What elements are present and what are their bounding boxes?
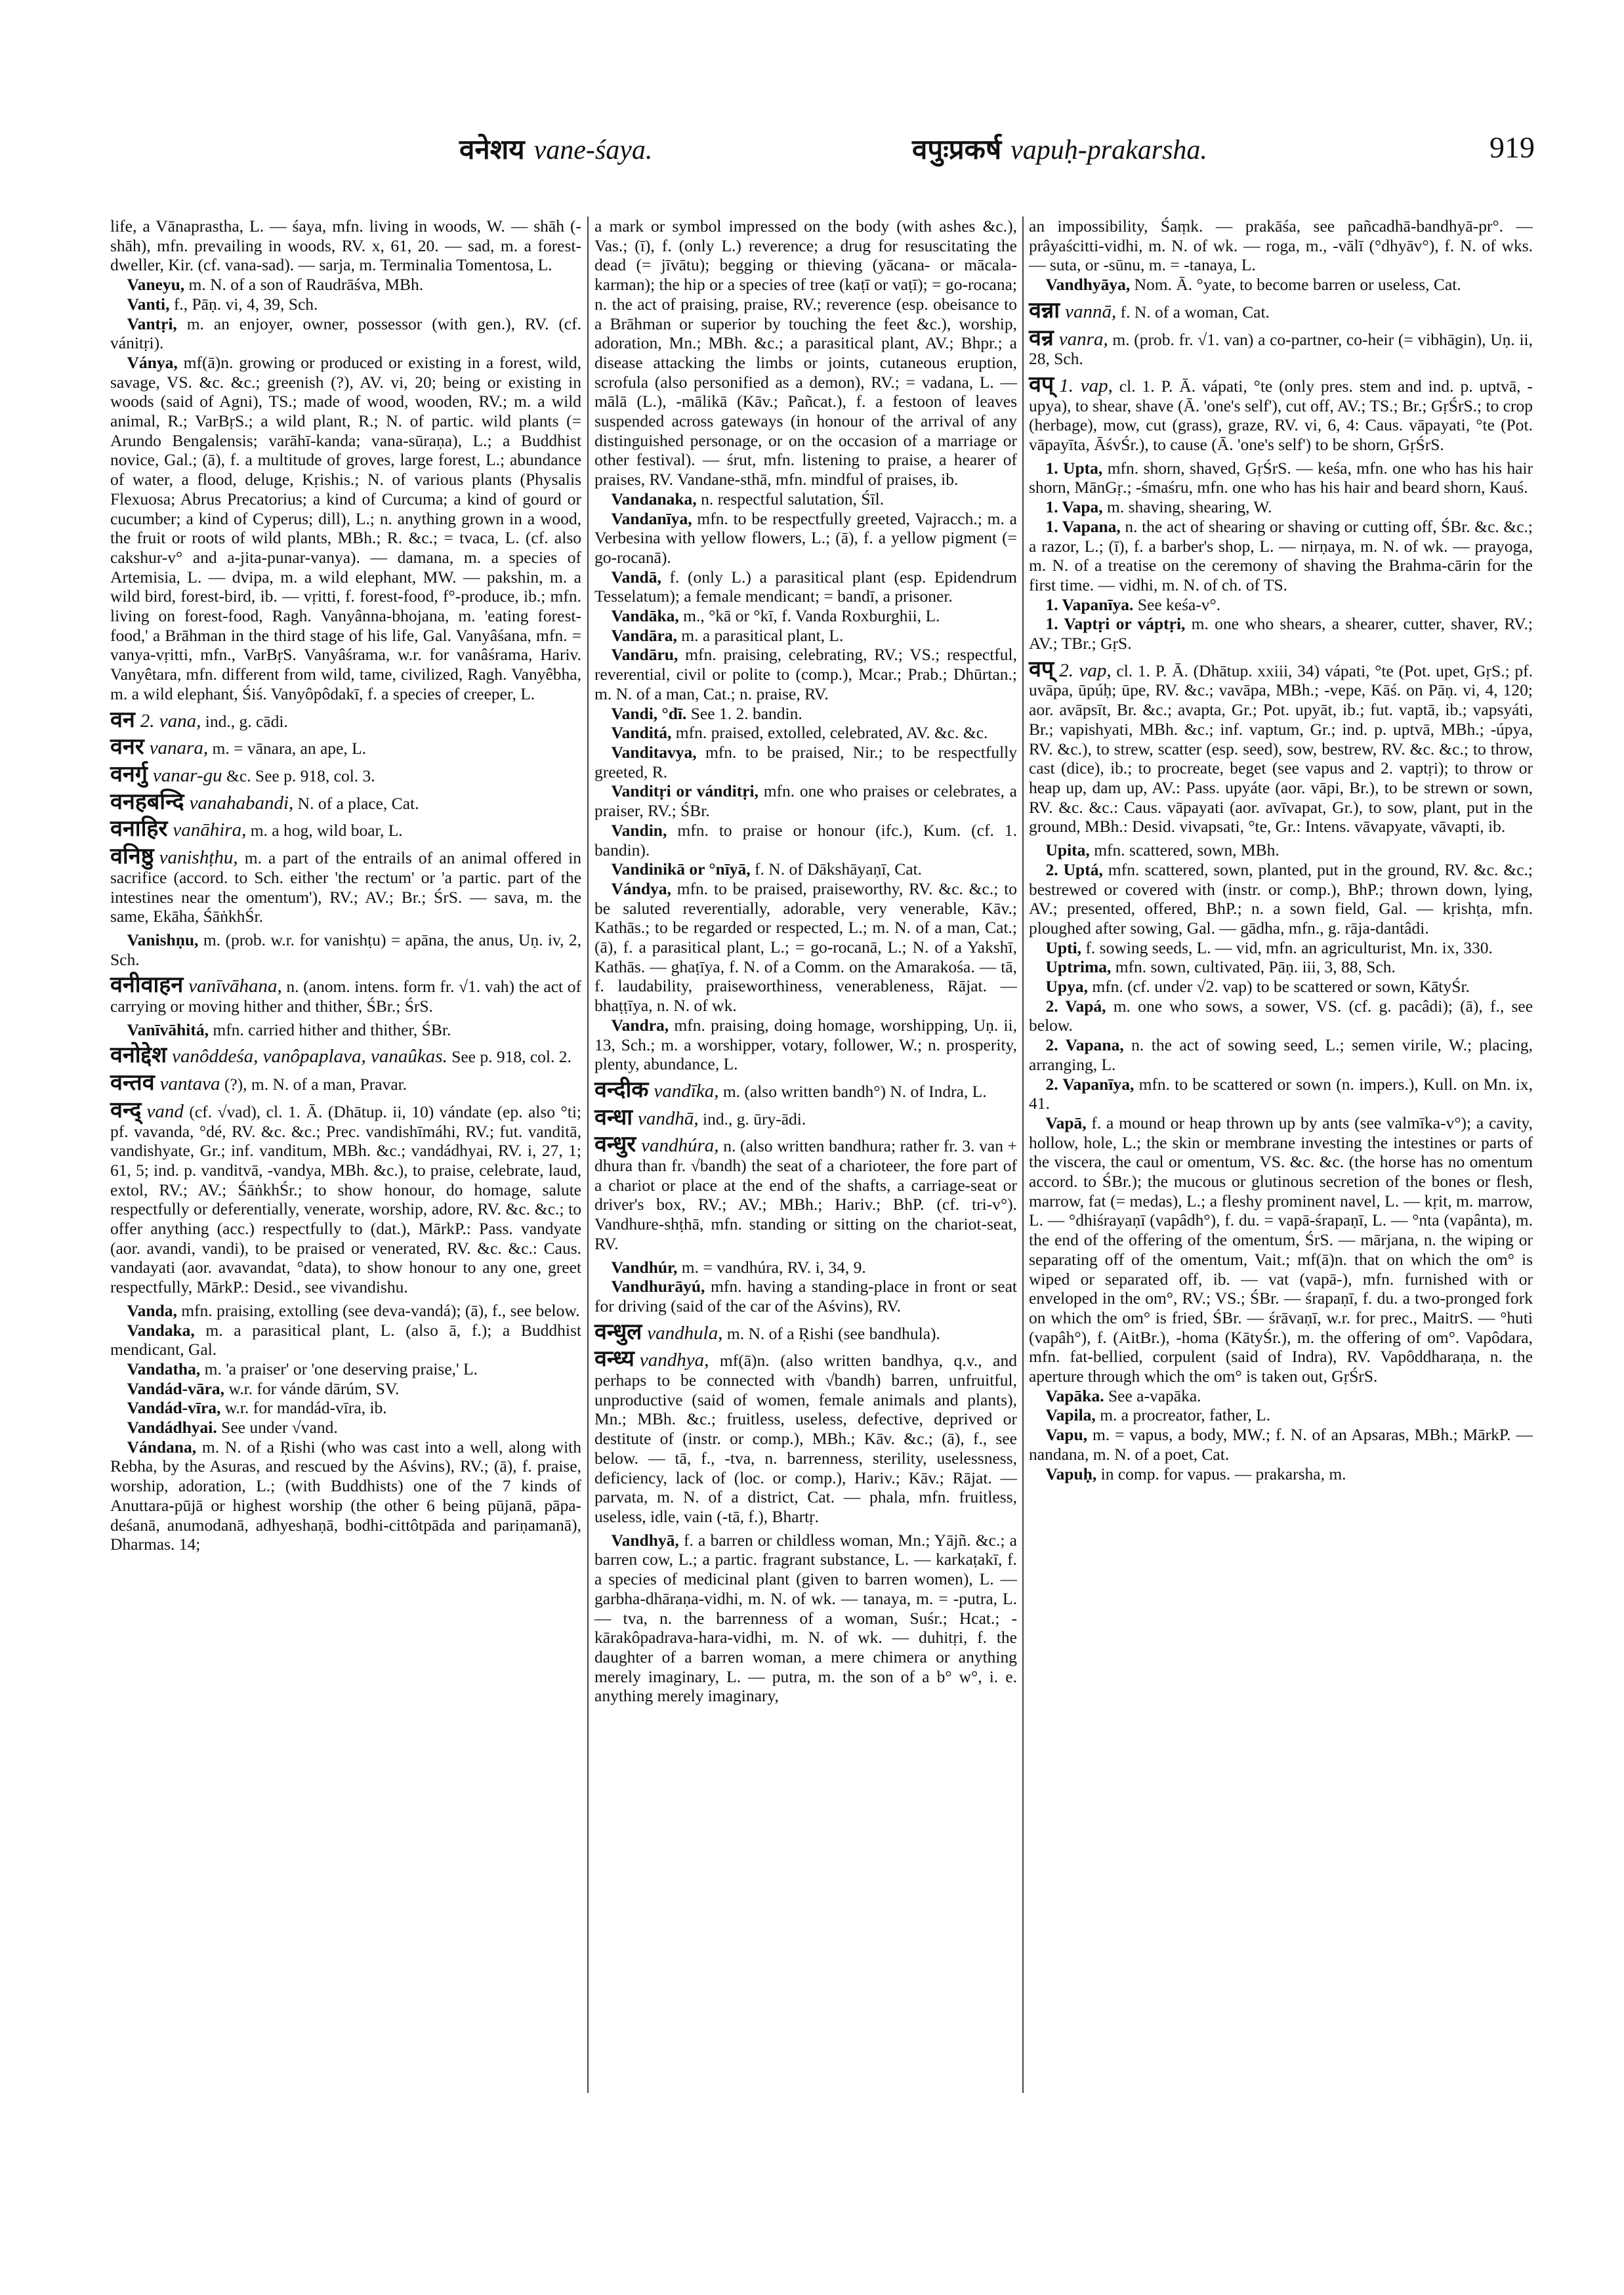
entry-headword: Vandatha, — [127, 1359, 201, 1378]
entry-headword: Vándya, — [611, 879, 671, 898]
entry-definition: (?), m. N. of a man, Pravar. — [220, 1075, 407, 1094]
dictionary-entry — [594, 1531, 1017, 1706]
entry-definition: m. = vānara, an ape, L. — [208, 739, 367, 758]
dictionary-entry — [594, 1105, 1017, 1130]
entry-headword: vanāhira, — [173, 819, 247, 841]
entry-devanagari: वप् — [1029, 372, 1054, 397]
running-head-left-devanagari: वनेशय — [459, 135, 525, 165]
entry-definition: See under √vand. — [217, 1418, 338, 1437]
dictionary-entry — [110, 707, 581, 732]
entry-headword: vand — [146, 1100, 184, 1122]
entry-headword: Vandhyāya, — [1045, 275, 1131, 295]
entry-headword: Vandhyā, — [611, 1530, 679, 1550]
dictionary-entry — [594, 723, 1017, 743]
dictionary-column-1 — [110, 217, 581, 1554]
dictionary-entry — [110, 1437, 581, 1554]
running-head-left-transliteration: vane-śaya. — [533, 135, 653, 165]
entry-headword: vannā, — [1065, 300, 1117, 322]
entry-headword: vandhā, — [638, 1107, 699, 1129]
entry-headword: Vapā, — [1045, 1113, 1087, 1132]
entry-definition: ind., g. cādi. — [201, 711, 288, 731]
dictionary-entry — [110, 1073, 581, 1094]
entry-definition: mf(ā)n. growing or produced or existing in a forest, wild, savage, VS. &c. &c.; greenish (?), AV. vi, 20; being or existing in woods (said of Agni), TS.; made of wood, wooden, RV.; m. a wild animal, R.; VarBṛS.; a wild plant, R.; N. of partic. wild plants (= Arundo Bengalensis; varāhī-kanda; vana-sūraṇa), L.; a Buddhist novice, Gal.; (ā), f. a multitude of groves, large forest, L.; abundance of water, a flood, deluge, Kṛishis.; N. of various plants (Physalis Flexuosa; Abrus Precatorius; a kind of Curcuma; a kind of gourd or cucumber; a kind of Cyperus; dill), L.; n. anything grown in a wood, the fruit or roots of wild plants, MBh.; R. &c.; = tvaca, L. (cf. also cakshur-v° and a-jita-punar-vanya). — damana, m. a species of Artemisia, L. — dvipa, m. a wild elephant, MW. — pakshin, m. a wild bird, forest-bird, ib. — vṛitti, f. forest-food, f°-produce, ib.; mfn. living on forest-food, Ragh. Vanyânna-bhojana, m. 'eating forest-food,' a Brāhman in the third stage of his life, Gal. Vanyâśana, mfn. = vanya-vṛitti, mfn., VarBṛS. Vanyâśrama, w.r. for vanâśrama, Hariv. Vanyêtara, mfn. different from wild, tame, civilized, Ragh. Vanyêbha, m. a wild elephant, Śiś. Vanyôpôdakī, f. a species of creeper, L. — [110, 352, 581, 703]
dictionary-entry — [1029, 840, 1533, 860]
entry-definition: in comp. for vapus. — prakarsha, m. — [1096, 1464, 1346, 1483]
dictionary-entry — [594, 1277, 1017, 1315]
dictionary-entry — [110, 930, 581, 969]
entry-headword: Vandád-vīra, — [127, 1398, 221, 1418]
entry-headword: Vanditṛi or vánditṛi, — [611, 781, 759, 801]
entry-headword: Vandāra, — [611, 625, 677, 645]
page-number: 919 — [1489, 131, 1535, 164]
dictionary-entry — [110, 275, 581, 295]
entry-devanagari: वन्र — [1029, 325, 1054, 350]
entry-definition: mfn. sown, cultivated, Pāṇ. iii, 3, 88, Sch. — [1111, 957, 1396, 977]
entry-definition: m. = vandhúra, RV. i, 34, 9. — [677, 1257, 866, 1277]
entry-headword: Upya, — [1045, 977, 1088, 997]
entry-headword: 2. Vapá, — [1045, 996, 1106, 1016]
entry-definition: m. one who sows, a sower, VS. (cf. g. pacâdi); (ā), f., see below. — [1029, 996, 1533, 1035]
dictionary-entry — [594, 626, 1017, 646]
entry-headword: Vándana, — [127, 1437, 197, 1457]
entry-definition: mfn. praising, doing homage, worshipping, Uṇ. ii, 13, Sch.; m. a worshipper, votary, follower, W.; n. prosperity, plenty, abundance, L. — [594, 1015, 1017, 1074]
entry-definition: m. one who shears, a shearer, cutter, shaver, RV.; AV.; TBr.; GṛS. — [1029, 614, 1533, 653]
entry-definition: m. (prob. w.r. for vanishṭu) = apāna, the anus, Uṇ. iv, 2, Sch. — [110, 930, 581, 969]
entry-headword: vanôddeśa, vanôpaplava, vanaûkas. — [172, 1046, 448, 1067]
entry-definition: f. N. of Dākshāyaṇī, Cat. — [750, 859, 922, 879]
dictionary-entry — [594, 859, 1017, 879]
entry-headword: Vandádhyai. — [127, 1418, 217, 1437]
entry-definition: m. N. of a son of Raudrāśva, MBh. — [184, 275, 424, 295]
entry-definition: mfn. (cf. under √2. vap) to be scattered or sown, KātyŚr. — [1087, 977, 1470, 997]
entry-definition: n. the act of shearing or shaving or cutting off, ŚBr. &c. &c.; a razor, L.; (ī), f. a barber's shop, L. — nirṇaya, m. N. of wk. — prayoga, m. N. of a treatise on the ceremony of shaving the Brahma-cārin for the first time. — vidhi, m. N. of ch. of TS. — [1029, 516, 1533, 594]
entry-definition: n. (anom. intens. form fr. √1. vah) the act of carrying or moving hither and thither, ŚBr.; ŚrS. — [110, 977, 581, 1016]
entry-definition: mfn. to praise or honour (ifc.), Kum. (cf. 1. bandin). — [594, 820, 1017, 859]
dictionary-entry — [594, 1077, 1017, 1102]
entry-definition: ind., g. ūry-ādi. — [698, 1109, 806, 1128]
entry-definition: m. = vapus, a body, MW.; f. N. of an Apsaras, MBh.; MārkP. — nandana, m. N. of a poet, Cat. — [1029, 1425, 1533, 1464]
entry-devanagari: वनीवाहन — [110, 973, 184, 998]
entry-headword: Vanda, — [127, 1300, 177, 1320]
entry-definition: cl. 1. P. Ā. (Dhātup. xxiii, 34) vápati, °te (Pot. upet, GṛS.; pf. uvāpa, ūpúḥ; ūpe, RV. &c.; vavāpa, MBh.; -vepe, Kāś. on Pāṇ. vi, 4, 120; aor. avāpsīt, Br. &c.; avapta, Gr.; Pot. upyāt, ib.; fut. vaptā, ib.; vapsyáti, Br.; vapishyati, MBh. &c.; inf. vaptum, Gr.; ind. p. uptvā, MBh.; -úpya, RV. &c.), to strew, scatter (esp. seed), sow, bestrew, RV. &c. &c.; to throw, cast (dice), ib.; to procreate, beget (see vapus and 2. vaptṛi); to throw or heap up, dam up, AV.: Pass. upyáte (aor. vāpi, Br.), to be strewn or sown, RV. &c. &c.: Caus. vāpayati (aor. avīvapat, Gr.), to sow, plant, put in the ground, MBh.: Desid. vivapsati, °te, Gr.: Intens. vāvapyate, vāvapti, ib. — [1029, 661, 1533, 837]
entry-headword: Vandāru, — [611, 645, 678, 665]
dictionary-entry — [1029, 860, 1533, 938]
entry-headword: Vandhúr, — [611, 1257, 678, 1277]
entry-definition: m. (also written bandh°) N. of Indra, L. — [718, 1081, 987, 1101]
entry-definition: m. an enjoyer, owner, possessor (with gen.), RV. (cf. vánitṛi). — [110, 314, 581, 353]
entry-definition: mfn. shorn, shaved, GṛŚrS. — keśa, mfn. one who has his hair shorn, MānGṛ.; -śmaśru, mfn. one who has his hair and beard shorn, Kauś. — [1029, 458, 1533, 497]
entry-definition: a mark or symbol impressed on the body (with ashes &c.), Vas.; (ī), f. (only L.) reverence; a drug for resuscitating the dead (= jīvātu); begging or thieving (yācana- or mācala-karman); the hip or a species of tree (kaṭī or vaṭī); = go-rocana; n. the act of praising, praise, RV.; reverence (esp. obeisance to a Brāhman or superior by touching the feet &c.), worship, adoration, Mn.; MBh. &c.; a parasitical plant, AV.; Bhpr.; a disease attacking the limbs or joints, cutaneous eruption, scrofula (also personified as a demon), RV.; = vadana, L. — mālā (L.), -mālikā (Kāv.; Pañcat.), f. a festoon of leaves suspended across gateways (in honour of the arrival of any distinguished personage, or on the occasion of a marriage or other festival). — śrut, mfn. listening to praise, a hearer of praises, RV. Vandane-sthā, mfn. mindful of praises, ib. — [594, 217, 1017, 489]
dictionary-entry — [110, 1379, 581, 1399]
running-head-right-transliteration: vapuḥ-prakarsha. — [1010, 135, 1207, 165]
entry-definition: m. a hog, wild boar, L. — [246, 821, 403, 840]
dictionary-entry — [594, 217, 1017, 489]
dictionary-entry — [594, 1132, 1017, 1253]
dictionary-entry — [110, 1098, 581, 1297]
dictionary-entry — [110, 353, 581, 704]
entry-definition: an impossibility, Śaṃk. — prakāśa, see pañcadhā-bandhyā-pr°. — prâyaścitti-vidhi, m. N. of wk. — roga, m., -vālī (°dhyāv°), f. N. of wks. — suta, or -sūnu, m. = -tanaya, L. — [1029, 217, 1533, 275]
dictionary-entry — [594, 489, 1017, 509]
entry-headword: Vanishṇu, — [127, 930, 199, 949]
running-head-left — [459, 130, 652, 167]
dictionary-entry — [110, 1398, 581, 1418]
entry-headword: Vapāka. — [1045, 1386, 1104, 1405]
entry-headword: Vapila, — [1045, 1405, 1096, 1425]
entry-headword: Vandā, — [611, 567, 661, 587]
entry-definition: (cf. √vad), cl. 1. Ā. (Dhātup. ii, 10) vándate (ep. also °ti; pf. vavanda, °dé, RV. &c. &c.; Prec. vandishīmáhi, RV.; fut. vanditā, vandishyate, Gr.; inf. vanditum, MBh. &c.; vandádhyai, RV. i, 27, 1; 61, 5; ind. p. vanditvā, -vandya, MBh. &c.), to praise, celebrate, laud, extol, RV.; AV.; ŚāṅkhŚr.; to show honour, do homage, salute respectfully or deferentially, venerate, worship, adore, RV. &c. &c.; to offer anything (acc.) respectfully to (dat.), MārkP.: Pass. vandyate (aor. avandi, vandi), to be praised or venerated, RV. &c. &c.: Caus. vandayati (aor. avavandat, °data), to show honour to any one, greet respectfully, MārkP.: Desid., see vivandishu. — [110, 1102, 581, 1297]
dictionary-entry — [1029, 1113, 1533, 1386]
dictionary-entry — [1029, 1405, 1533, 1425]
entry-devanagari: वन्ध्य — [594, 1347, 635, 1372]
dictionary-entry — [1029, 459, 1533, 497]
entry-devanagari: वन्दीक — [594, 1077, 649, 1102]
entry-definition: mfn. having a standing-place in front or seat for driving (said of the car of the Aśvins), RV. — [594, 1277, 1017, 1315]
dictionary-entry — [110, 314, 581, 353]
entry-headword: Vandāka, — [611, 606, 679, 626]
entry-headword: 2. Vapana, — [1045, 1035, 1124, 1055]
entry-definition: n. (also written bandhura; rather fr. 3. van + dhura than fr. √bandh) the seat of a charioteer, the fore part of a chariot or place at the end of the shafts, a carriage-seat or driver's box, RV.; AV.; MBh.; Hariv.; BhP. (cf. tri-v°). Vandhure-shṭhā, mfn. standing or sitting on the chariot-seat, RV. — [594, 1136, 1017, 1253]
dictionary-entry — [1029, 497, 1533, 517]
entry-devanagari: वन्धुल — [594, 1319, 642, 1344]
entry-definition: f. a barren or childless woman, Mn.; Yājñ. &c.; a barren cow, L.; a partic. fragrant substance, L. — karkaṭakī, f. a species of medicinal plant (given to barren women), L. — garbha-dhāraṇa-vidhi, m. N. of wk. — tanaya, m. = -putra, L. — tva, n. the barrenness of a woman, Suśr.; Hcat.; -kārakôpadrava-hara-vidhi, m. N. of wk. — duhitṛi, f. the daughter of a barren woman, a mere chimera or anything merely imaginary, L. — putra, m. the son of a b° w°, i. e. anything merely imaginary, — [594, 1530, 1017, 1706]
dictionary-entry — [1029, 1035, 1533, 1074]
entry-headword: 1. Vapa, — [1045, 497, 1103, 517]
dictionary-entry — [594, 821, 1017, 859]
entry-headword: Vaneyu, — [127, 275, 185, 295]
entry-devanagari: वन्द् — [110, 1098, 142, 1123]
entry-headword: vandhula, — [647, 1322, 723, 1344]
entry-definition: n. the act of sowing seed, L.; semen virile, W.; placing, arranging, L. — [1029, 1035, 1533, 1074]
dictionary-column-3 — [1029, 217, 1533, 1483]
entry-headword: Vanīvāhitá, — [127, 1020, 209, 1039]
dictionary-entry — [1029, 372, 1533, 455]
entry-definition: f. a mound or heap thrown up by ants (see valmīka-v°); a cavity, hollow, hole, L.; the skin or membrane investing the intestines or parts of the viscera, the caul or omentum, VS. &c. &c. (the horse has no omentum accord. to ŚBr.); the mucous or glutinous secretion of the bones or flesh, marrow, fat (= medas), L.; a fleshy prominent navel, L. — kṛit, m. marrow, L. — °dhiśrayaṇī (vapâdh°), f. du. = vapā-śrapaṇī, L. — °nta (vapânta), m. the end of the offering of the omentum, ŚrS. — mārjana, n. the wiping or separating off of the omentum, Vait.; mf(ā)n. that on which the om° is wiped or separated off, ib. — vat (vapā-), mfn. furnished with or enveloped in the om°, RV.; VS.; ŚBr. — śrapaṇī, f. du. a two-pronged fork on which the om° is fried, ŚBr. — śrāvaṇī, w.r. for prec., MaitrS. — °huti (vapâh°), f. (AitBr.), -homa (KātyŚr.), m. the offering of om°. Vapôdara, mfn. fat-bellied, corpulent (said of Indra), RV. Vapôddharaṇa, n. the aperture through which the om° is taken out, GṛŚrS. — [1029, 1113, 1533, 1386]
dictionary-entry — [110, 295, 581, 314]
dictionary-entry — [110, 1301, 581, 1321]
entry-devanagari: वनिष्ठु — [110, 844, 154, 869]
entry-definition: m. N. of a Ṛishi (who was cast into a well, along with Rebha, by the Asuras, and rescued by the Aśvins), RV.; (ā), f. praise, worship, adoration, L.; (with Buddhists) one of the 7 kinds of Anuttara-pūjā or highest worship (the other 6 being pūjanā, pāpa-deśanā, anumodanā, adhyeshaṇā, bodhi-cittôtpāda and pariṇamanā), Dharmas. 14; — [110, 1437, 581, 1554]
entry-definition: mfn. praising, celebrating, RV.; VS.; respectful, reverential, civil or polite to (comp.), Mcar.; Prab.; Dhūrtan.; m. N. of a man, Cat.; n. praise, RV. — [594, 645, 1017, 703]
entry-headword: Vanditá, — [611, 723, 672, 743]
entry-definition: m. a parasitical plant, L. — [677, 625, 844, 645]
entry-devanagari: वन्तव — [110, 1071, 155, 1096]
running-head-right — [912, 130, 1207, 167]
dictionary-entry — [1029, 997, 1533, 1035]
entry-devanagari: वनोद्देश — [110, 1043, 167, 1068]
dictionary-entry — [110, 1359, 581, 1379]
entry-definition: n. respectful salutation, Śīl. — [696, 489, 885, 508]
entry-definition: mfn. to be scattered or sown (n. impers.), Kull. on Mn. ix, 41. — [1029, 1074, 1533, 1113]
entry-devanagari: वप् — [1029, 657, 1054, 682]
dictionary-entry — [1029, 657, 1533, 837]
dictionary-entry — [1029, 517, 1533, 595]
dictionary-entry — [594, 1016, 1017, 1074]
entry-devanagari: वन्धुर — [594, 1132, 636, 1157]
entry-definition: m. shaving, shearing, W. — [1102, 497, 1272, 517]
dictionary-entry — [594, 645, 1017, 703]
entry-headword: Vandra, — [611, 1015, 669, 1035]
entry-headword: 1. Upta, — [1045, 458, 1103, 478]
dictionary-entry — [110, 819, 581, 840]
entry-headword: 2. vap, — [1059, 659, 1112, 681]
entry-definition: m. a parasitical plant, L. (also ā, f.); a Buddhist mendicant, Gal. — [110, 1320, 581, 1359]
entry-headword: vanahabandi, — [189, 792, 294, 814]
entry-headword: Vandanaka, — [611, 489, 697, 508]
entry-headword: 2. vana, — [140, 710, 201, 732]
entry-definition: m. a procreator, father, L. — [1095, 1405, 1271, 1425]
entry-headword: Vandinikā or °nīyā, — [611, 859, 751, 879]
entry-definition: mfn. praised, extolled, celebrated, AV. &c. &c. — [671, 723, 988, 743]
dictionary-entry — [110, 789, 581, 814]
entry-definition: mfn. one who praises or celebrates, a praiser, RV.; ŚBr. — [594, 781, 1017, 821]
dictionary-entry — [110, 844, 581, 926]
entry-definition: life, a Vānaprastha, L. — śaya, mfn. living in woods, W. — shāh (-shāh), mfn. prevailing in woods, RV. x, 61, 20. — sad, m. a forest-dweller, Kir. (cf. vana-sad). — sarja, m. Terminalia Tomentosa, L. — [110, 217, 581, 275]
entry-headword: Vandi, °dī. — [611, 703, 687, 723]
entry-headword: Vapuḥ, — [1045, 1464, 1097, 1483]
dictionary-entry — [594, 781, 1017, 820]
dictionary-entry — [594, 1347, 1017, 1526]
entry-devanagari: वनहबन्दि — [110, 789, 184, 814]
dictionary-entry — [1029, 938, 1533, 958]
entry-headword: vandhúra, — [641, 1135, 719, 1157]
running-head-right-devanagari: वपुःप्रकर्ष — [912, 135, 1002, 165]
dictionary-entry — [110, 1418, 581, 1437]
entry-headword: 2. Vapanīya, — [1045, 1074, 1135, 1094]
dictionary-entry — [1029, 217, 1533, 275]
entry-definition: Nom. Ā. °yate, to become barren or useless, Cat. — [1130, 275, 1461, 295]
entry-definition: w.r. for vánde dārúm, SV. — [224, 1378, 400, 1398]
dictionary-entry — [1029, 1464, 1533, 1484]
dictionary-entry — [110, 1043, 581, 1068]
dictionary-entry — [1029, 1425, 1533, 1464]
entry-headword: Vandád-vāra, — [127, 1378, 225, 1398]
dictionary-entry — [594, 509, 1017, 568]
dictionary-entry — [110, 737, 581, 758]
entry-definition: See p. 918, col. 2. — [447, 1047, 572, 1067]
entry-headword: Upita, — [1045, 840, 1090, 860]
dictionary-entry — [1029, 1386, 1533, 1406]
entry-devanagari: वनर्गु — [110, 762, 148, 787]
dictionary-entry — [594, 1258, 1017, 1277]
dictionary-entry — [1029, 614, 1533, 653]
dictionary-entry — [1029, 595, 1533, 615]
dictionary-entry — [1029, 957, 1533, 977]
entry-headword: Vantṛi, — [127, 314, 177, 333]
dictionary-entry — [1029, 298, 1533, 323]
entry-definition: See 1. 2. bandin. — [686, 703, 802, 723]
entry-headword: Ványa, — [127, 352, 178, 372]
dictionary-entry — [110, 1321, 581, 1359]
entry-definition: mfn. praising, extolling (see deva-vandá); (ā), f., see below. — [177, 1300, 580, 1320]
column-divider — [1022, 217, 1024, 2093]
entry-devanagari: वनर — [110, 735, 144, 760]
entry-definition: f. N. of a woman, Cat. — [1116, 302, 1270, 321]
dictionary-entry — [110, 973, 581, 1016]
entry-definition: m. (prob. fr. √1. van) a co-partner, co-heir (= vibhāgin), Uṇ. ii, 28, Sch. — [1029, 329, 1533, 369]
dictionary-entry — [594, 606, 1017, 626]
entry-headword: vanra, — [1058, 328, 1108, 350]
entry-definition: m., °kā or °kī, f. Vanda Roxburghii, L. — [678, 606, 940, 626]
dictionary-entry — [110, 1020, 581, 1040]
dictionary-entry — [1029, 275, 1533, 295]
dictionary-entry — [110, 217, 581, 275]
entry-definition: mfn. scattered, sown, MBh. — [1089, 840, 1280, 860]
dictionary-entry — [594, 704, 1017, 724]
entry-devanagari: वन — [110, 707, 135, 732]
entry-headword: 2. Uptá, — [1045, 859, 1103, 879]
dictionary-entry — [1029, 1075, 1533, 1113]
entry-headword: Vandaka, — [127, 1320, 195, 1340]
entry-headword: Vanditavya, — [611, 742, 697, 762]
entry-devanagari: वन्ना — [1029, 298, 1060, 323]
entry-headword: Vanti, — [127, 294, 170, 314]
entry-definition: f. (only L.) a parasitical plant (esp. Epidendrum Tesselatum); a female mendicant; = bandī, a prisoner. — [594, 567, 1017, 606]
entry-headword: 1. Vapana, — [1045, 516, 1121, 536]
entry-definition: &c. See p. 918, col. 3. — [222, 766, 375, 785]
entry-definition: w.r. for mandád-vīra, ib. — [220, 1398, 387, 1418]
entry-headword: vanishṭhu, — [159, 847, 238, 869]
entry-definition: cl. 1. P. Ā. vápati, °te (only pres. stem and ind. p. uptvā, -upya), to shear, shave (Ā. 'one's self'), cut off, AV.; TS.; Br.; GṛŚrS.; to crop (herbage), mow, cut (grass), graze, RV. vi, 6, 4: Caus. vāpayati, °te (Pot. vāpayīta, ĀśvŚr.), to cause (Ā. 'one's self') to be shorn, GṛŚrS. — [1029, 376, 1533, 455]
entry-headword: 1. vap, — [1059, 375, 1113, 396]
dictionary-entry — [594, 743, 1017, 781]
dictionary-entry — [594, 568, 1017, 606]
entry-definition: m. N. of a Ṛishi (see bandhula). — [722, 1323, 940, 1343]
entry-definition: mfn. scattered, sown, planted, put in the ground, RV. &c. &c.; bestrewed or covered with (instr. or comp.), BhP.; thrown down, lying, AV.; presented, offered, BhP.; n. a sown field, Gal. — kṛishṭa, mfn. ploughed after sowing, Gal. — gādha, mfn., g. rāja-dantâdi. — [1029, 859, 1533, 938]
entry-headword: vanar-gu — [152, 764, 222, 786]
entry-headword: Uptrima, — [1045, 957, 1112, 977]
entry-definition: f. sowing seeds, L. — vid, mfn. an agriculturist, Mn. ix, 330. — [1081, 938, 1493, 957]
entry-devanagari: वनाहिर — [110, 817, 168, 842]
column-divider — [587, 217, 589, 2093]
entry-headword: vanīvāhana, — [188, 976, 282, 997]
entry-headword: 1. Vaptṛi or váptṛi, — [1045, 614, 1186, 634]
entry-headword: 1. Vapanīya. — [1045, 594, 1134, 614]
entry-headword: Vapu, — [1045, 1425, 1088, 1445]
entry-definition: See keśa-v°. — [1133, 594, 1221, 614]
entry-definition: m. a part of the entrails of an animal offered in sacrifice (accord. to Sch. either 'the rectum' or 'a partic. part of the intestines near the omentum'), RV.; AV.; Br.; ŚrS. — sava, m. the same, Ekāha, ŚāṅkhŚr. — [110, 848, 581, 926]
entry-definition: N. of a place, Cat. — [293, 793, 419, 813]
entry-headword: Vandhurāyú, — [611, 1277, 705, 1296]
entry-headword: vanara, — [149, 737, 209, 759]
dictionary-column-2 — [594, 217, 1017, 1706]
entry-headword: Vandanīya, — [611, 508, 692, 528]
entry-definition: mfn. to be praised, praiseworthy, RV. &c. &c.; to be saluted reverentially, adorable, very venerable, Kāv.; Kathās.; to be regarded or respected, L.; m. N. of a man, Cat.; (ā), f. a parasitical plant, L.; = go-rocanā, L.; N. of a Yakshī, Kathās. — ghaṭīya, f. N. of a Comm. on the Amarakośa. — tā, f. laudability, praiseworthiness, venerableness, Rājat. — bhaṭṭīya, n. N. of wk. — [594, 879, 1017, 1016]
dictionary-entry — [594, 879, 1017, 1016]
entry-definition: mfn. to be respectfully greeted, Vajracch.; m. a Verbesina with yellow flowers, L.; (ā), f. a yellow pigment (= go-rocanā). — [594, 508, 1017, 567]
entry-headword: Vandin, — [611, 820, 667, 840]
entry-headword: vandhya, — [639, 1350, 709, 1371]
entry-definition: See a-vapāka. — [1104, 1386, 1201, 1405]
dictionary-entry — [110, 762, 581, 787]
entry-headword: vantava — [159, 1073, 220, 1095]
entry-definition: mfn. to be praised, Nir.; to be respectfully greeted, R. — [594, 742, 1017, 781]
entry-definition: f., Pāṇ. vi, 4, 39, Sch. — [169, 294, 318, 314]
entry-headword: vandīka, — [654, 1080, 719, 1102]
dictionary-entry — [1029, 325, 1533, 369]
entry-headword: Upti, — [1045, 938, 1082, 957]
entry-definition: mf(ā)n. (also written bandhya, q.v., and perhaps to be connected with √bandh) barren, unfruitful, unproductive (said of women, female animals and plants), Mn.; MBh. &c.; fruitless, useless, defective, deprived or destitute of (instr. or comp.), MBh.; Kāv. &c.; (ā), f., see below. — tā, f., -tva, n. barrenness, sterility, uselessness, deficiency, lack of (loc. or comp.), Hariv.; Kāv.; Rājat. — parvata, m. N. of a district, Cat. — phala, mfn. fruitless, useless, idle, vain (-tā, f.), Bhartṛ. — [594, 1351, 1017, 1526]
entry-devanagari: वन्धा — [594, 1105, 633, 1130]
entry-definition: mfn. carried hither and thither, ŚBr. — [208, 1020, 451, 1039]
dictionary-entry — [1029, 977, 1533, 997]
dictionary-entry — [594, 1319, 1017, 1344]
entry-definition: m. 'a praiser' or 'one deserving praise,' L. — [200, 1359, 478, 1378]
